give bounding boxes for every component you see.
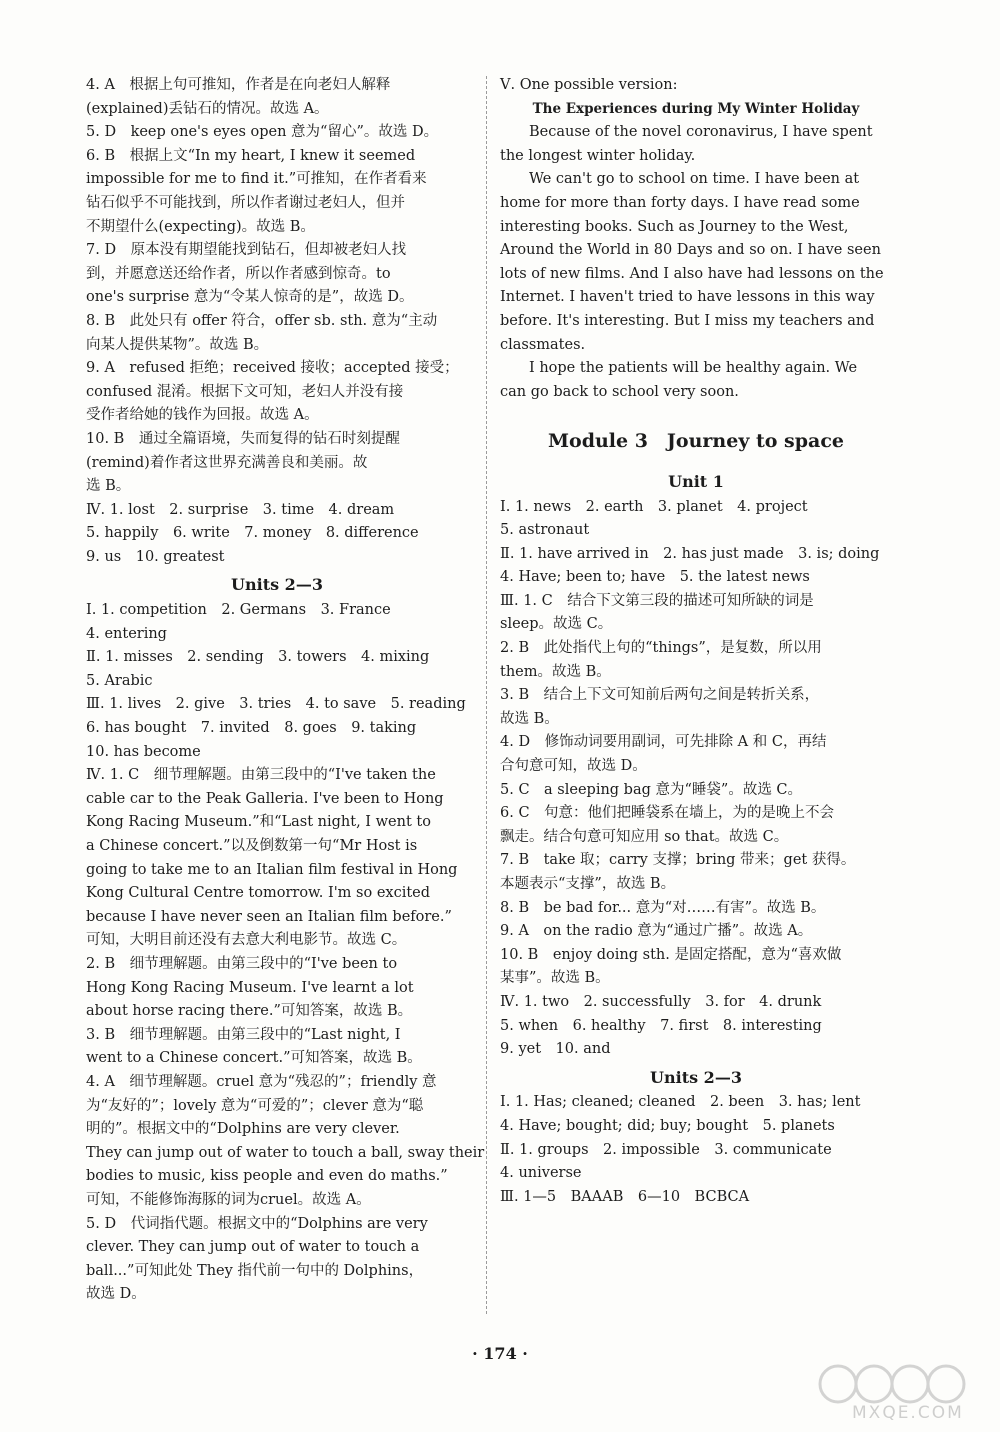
answer-line: 10. has become xyxy=(86,743,201,760)
answer-line: Ⅱ. 1. misses 2. sending 3. towers 4. mixing xyxy=(86,649,430,666)
answer-line: Ⅳ. 1. lost 2. surprise 3. time 4. dream xyxy=(86,501,395,518)
answer-line: 4. A 根据上句可推知，作者是在向老妇人解释 xyxy=(86,77,391,93)
answer-line: classmates. xyxy=(500,336,586,353)
answer-line: Ⅴ. One possible version: xyxy=(500,77,678,93)
answer-line: Ⅲ. 1—5 BAAAB 6—10 BCBCA xyxy=(500,1188,750,1205)
answer-line: Ⅱ. 1. have arrived in 2. has just made 3. is; doing xyxy=(500,545,880,562)
answer-line: 5. C a sleeping bag 意为“睡袋”。故选 C。 xyxy=(500,781,803,798)
answer-line: impossible for me to find it.”可推知，在作者看来 xyxy=(86,171,427,188)
answer-line: 可知，不能修饰海豚的词为cruel。故选 A。 xyxy=(86,1191,371,1208)
answer-line: can go back to school very soon. xyxy=(500,383,739,400)
answer-line: went to a Chinese concert.”可知答案，故选 B。 xyxy=(86,1050,422,1067)
answer-line: 6. B 根据上文“In my heart, I knew it seemed xyxy=(86,147,416,164)
answer-line: They can jump out of water to touch a ball, sway their xyxy=(86,1144,485,1161)
answer-line: 5. Arabic xyxy=(86,672,153,689)
answer-line: 向某人提供某物”。故选 B。 xyxy=(86,336,269,353)
answer-line: 6. C 句意：他们把睡袋系在墙上，为的是晚上不会 xyxy=(500,805,835,822)
answer-line: 9. A on the radio 意为“通过广播”。故选 A。 xyxy=(500,923,813,940)
answer-line: 10. B enjoy doing sth. 是固定搭配，意为“喜欢做 xyxy=(500,946,842,963)
section-heading: Units 2—3 xyxy=(231,575,323,595)
answer-line: 7. B take 取；carry 支撑；bring 带来；get 获得。 xyxy=(500,852,856,869)
answer-line: sleep。故选 C。 xyxy=(500,616,613,633)
answer-line: Kong Cultural Centre tomorrow. I'm so excited xyxy=(86,885,431,902)
right-column xyxy=(500,74,892,1209)
answer-line: We can't go to school on time. I have been at xyxy=(500,171,860,188)
answer-line: lots of new films. And I also have had lessons on the xyxy=(500,265,884,282)
answer-line: 4. universe xyxy=(500,1165,582,1182)
answer-line: 8. B 此处只有 offer 符合，offer sb. sth. 意为“主动 xyxy=(86,312,438,329)
answer-line: Ⅱ. 1. groups 2. impossible 3. communicate xyxy=(500,1141,832,1158)
answer-line: Ⅳ. 1. two 2. successfully 3. for 4. drunk xyxy=(500,993,822,1010)
answer-line: 9. us 10. greatest xyxy=(86,548,225,565)
answer-line: 2. B 此处指代上句的“things”，是复数，所以用 xyxy=(500,640,822,657)
answer-line: 合句意可知，故选 D。 xyxy=(500,758,647,775)
answer-line: them。故选 B。 xyxy=(500,663,611,680)
answer-line: 5. D 代词指代题。根据文中的“Dolphins are very xyxy=(86,1215,428,1232)
answer-line: 4. Have; bought; did; buy; bought 5. planets xyxy=(500,1117,835,1134)
answer-line: 选 B。 xyxy=(86,478,131,495)
answer-line: Ⅲ. 1. C 结合下文第三段的描述可知所缺的词是 xyxy=(500,592,814,609)
answer-line: 9. yet 10. and xyxy=(500,1041,611,1058)
answer-line: because I have never seen an Italian film before.” xyxy=(86,908,452,925)
answer-line: 5. D keep one's eyes open 意为“留心”。故选 D。 xyxy=(86,124,439,141)
answer-line: bodies to music, kiss people and even do maths.” xyxy=(86,1168,448,1185)
answer-line: Ⅰ. 1. competition 2. Germans 3. France xyxy=(86,602,391,619)
answer-line: 5. when 6. healthy 7. first 8. interesting xyxy=(500,1017,822,1034)
answer-line: Hong Kong Racing Museum. I've learnt a lot xyxy=(86,979,414,996)
answer-line: 不期望什么(expecting)。故选 B。 xyxy=(86,218,315,235)
answer-line: Kong Racing Museum.”和“Last night, I went to xyxy=(86,814,431,831)
essay-title: The Experiences during My Winter Holiday xyxy=(532,100,860,117)
answer-line: 某事”。故选 B。 xyxy=(500,970,610,987)
answer-line: Ⅰ. 1. news 2. earth 3. planet 4. project xyxy=(500,498,808,515)
answer-line: 4. D 修饰动词要用副词，可先排除 A 和 C，再结 xyxy=(500,734,827,751)
answer-line: 本题表示“支撑”，故选 B。 xyxy=(500,876,676,892)
answer-line: 8. B be bad for... 意为“对……有害”。故选 B。 xyxy=(500,899,826,916)
answer-line: (explained)丢钻石的情况。故选 A。 xyxy=(86,100,329,117)
answer-line: going to take me to an Italian film festival in Hong xyxy=(86,861,458,878)
column-divider xyxy=(486,76,487,1314)
answer-line: confused 混淆。根据下文可知，老妇人并没有接 xyxy=(86,383,404,400)
page-number: · 174 · xyxy=(472,1344,528,1363)
section-heading: Unit 1 xyxy=(668,471,724,491)
answer-line: cable car to the Peak Galleria. I've been to Hong xyxy=(86,790,444,807)
answer-line: 5. astronaut xyxy=(500,522,590,539)
answer-line: about horse racing there.”可知答案，故选 B。 xyxy=(86,1003,413,1020)
answer-line: Ⅳ. 1. C 细节理解题。由第三段中的“I've taken the xyxy=(86,767,436,784)
answer-line: 7. D 原本没有期望能找到钻石，但却被老妇人找 xyxy=(86,242,407,259)
answer-line: home for more than forty days. I have read some xyxy=(500,194,860,211)
answer-line: before. It's interesting. But I miss my teachers and xyxy=(500,312,875,329)
answer-line: (remind)着作者这世界充满善良和美丽。故 xyxy=(86,454,368,471)
answer-line: 3. B 细节理解题。由第三段中的“Last night, I xyxy=(86,1026,401,1043)
answer-line: 可知，大明目前还没有去意大利电影节。故选 C。 xyxy=(86,932,407,949)
answer-line: 9. A refused 拒绝；received 接收；accepted 接受； xyxy=(86,360,459,377)
answer-line: 5. happily 6. write 7. money 8. difference xyxy=(86,525,419,542)
answer-line: 4. A 细节理解题。cruel 意为“残忍的”；friendly 意 xyxy=(86,1073,437,1090)
left-column xyxy=(86,74,485,1307)
svg-text:MXQE.COM: MXQE.COM xyxy=(852,1403,964,1422)
answer-line: Ⅲ. 1. lives 2. give 3. tries 4. to save 5. reading xyxy=(86,696,466,713)
answer-line: 到，并愿意送还给作者，所以作者感到惊奇。to xyxy=(86,265,391,282)
answer-line: clever. They can jump out of water to touch a xyxy=(86,1239,420,1256)
module-heading: Module 3 Journey to space xyxy=(547,430,844,453)
watermark-logo xyxy=(812,1360,982,1422)
answer-line: 钻石似乎不可能找到，所以作者谢过老妇人，但并 xyxy=(86,194,405,211)
answer-line: 故选 D。 xyxy=(86,1286,146,1303)
answer-line: Because of the novel coronavirus, I have spent xyxy=(500,124,873,141)
answer-line: one's surprise 意为“令某人惊奇的是”，故选 D。 xyxy=(86,289,414,306)
answer-line: a Chinese concert.”以及倒数第一句“Mr Host is xyxy=(86,838,418,854)
answer-line: 受作者给她的钱作为回报。故选 A。 xyxy=(86,407,319,424)
answer-line: 10. B 通过全篇语境，失而复得的钻石时刻提醒 xyxy=(86,430,400,447)
section-heading: Units 2—3 xyxy=(650,1067,742,1087)
answer-line: Around the World in 80 Days and so on. I have seen xyxy=(500,242,881,259)
answer-line: I hope the patients will be healthy again. We xyxy=(500,360,858,377)
answer-line: 明的”。根据文中的“Dolphins are very clever. xyxy=(86,1121,400,1138)
answer-line: the longest winter holiday. xyxy=(500,147,696,164)
answer-line: 6. has bought 7. invited 8. goes 9. taking xyxy=(86,720,417,737)
answer-line: Internet. I haven't tried to have lessons in this way xyxy=(500,289,875,306)
answer-line: 飘走。结合句意可知应用 so that。故选 C。 xyxy=(500,828,789,845)
answer-line: interesting books. Such as Journey to the West, xyxy=(500,218,849,235)
answer-line: 4. entering xyxy=(86,625,167,642)
answer-line: 2. B 细节理解题。由第三段中的“I've been to xyxy=(86,955,398,972)
answer-line: 为“友好的”；lovely 意为“可爱的”；clever 意为“聪 xyxy=(86,1097,424,1114)
answer-line: 3. B 结合上下文可知前后两句之间是转折关系， xyxy=(500,687,820,704)
answer-line: 故选 B。 xyxy=(500,710,559,727)
answer-line: ball...”可知此处 They 指代前一句中的 Dolphins， xyxy=(86,1262,424,1279)
answer-line: Ⅰ. 1. Has; cleaned; cleaned 2. been 3. has; lent xyxy=(500,1094,861,1111)
answer-line: 4. Have; been to; have 5. the latest news xyxy=(500,569,810,586)
